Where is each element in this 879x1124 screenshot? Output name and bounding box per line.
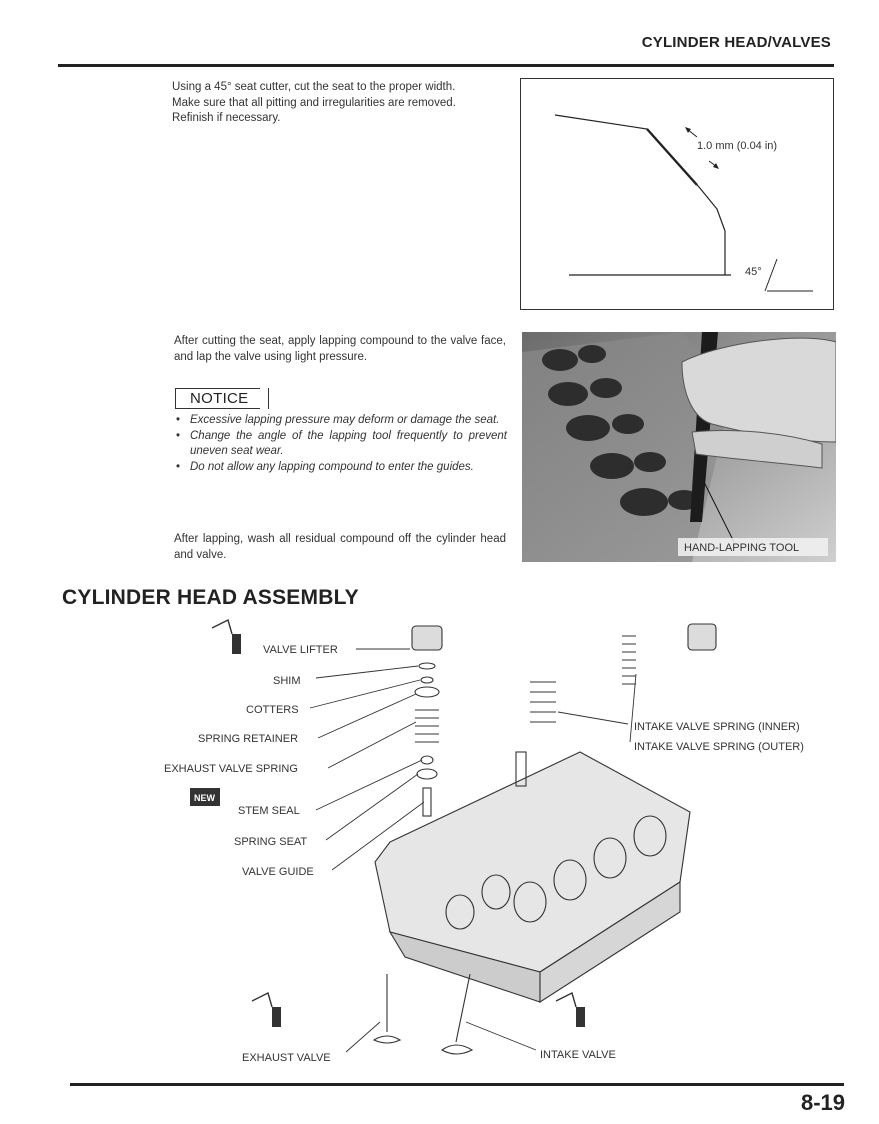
- intake-valve-label: INTAKE VALVE: [540, 1049, 616, 1061]
- spring-retainer-label: SPRING RETAINER: [198, 733, 299, 745]
- spring-seat-label: SPRING SEAT: [234, 836, 308, 848]
- exhaust-valve-head: [374, 1036, 400, 1043]
- intake-inner-spring-part: [622, 636, 636, 684]
- stem-seal-label: STEM SEAL: [238, 805, 300, 817]
- valve-lifter-part: [412, 626, 442, 650]
- cylinder-head-block: [375, 752, 690, 972]
- shim-label: SHIM: [273, 675, 301, 687]
- seat-angle-label: 45°: [745, 266, 762, 278]
- seat-width-label: 1.0 mm (0.04 in): [697, 140, 778, 152]
- seat-cutter-figure: [520, 78, 834, 310]
- after-lapping-text: After lapping, wash all residual compound off the cylinder head and valve.: [174, 533, 506, 561]
- valve-guide-part: [423, 788, 431, 816]
- dimension-arrowhead-lower: [713, 163, 719, 169]
- exhaust-valve-label: EXHAUST VALVE: [242, 1052, 331, 1064]
- notice-heading: NOTICE: [175, 388, 260, 409]
- stem-seal-part: [421, 756, 433, 764]
- oil-can-icon: [252, 993, 281, 1027]
- notice-item: • Change the angle of the lapping tool frequently to prevent uneven seat wear.: [174, 429, 507, 460]
- notice-item: • Excessive lapping pressure may deform or damage the seat.: [174, 413, 507, 429]
- intake-valve-spring-outer-label: INTAKE VALVE SPRING (OUTER): [634, 741, 804, 753]
- intake-valve-head: [442, 1045, 472, 1054]
- spring-retainer-part: [415, 687, 439, 697]
- new-badge-text: NEW: [194, 793, 215, 803]
- spring-seat-part: [417, 769, 437, 779]
- new-part-icon: [190, 788, 220, 806]
- cylinder-head-assembly-diagram: [160, 612, 850, 1072]
- intro-text: [172, 80, 502, 127]
- section-title: CYLINDER HEAD ASSEMBLY: [62, 586, 359, 609]
- intake-valve-stem: [456, 974, 470, 1042]
- intake-lifter-part: [688, 624, 716, 650]
- oil-can-icon: [212, 620, 241, 654]
- intake-outer-spring-part: [530, 682, 556, 722]
- valve-seat-profile: [555, 115, 725, 275]
- page-number: 8-19: [800, 1090, 845, 1115]
- cotters-part: [421, 677, 433, 683]
- valve-lifter-label: VALVE LIFTER: [263, 644, 338, 656]
- notice-divider: [268, 388, 269, 409]
- shim-part: [419, 663, 435, 669]
- intro-line-1: Using a 45° seat cutter, cut the seat to the proper width.: [172, 81, 456, 93]
- intro-line-2: Make sure that all pitting and irregularities are removed.: [172, 96, 456, 109]
- seat-width-line: [647, 129, 697, 185]
- exhaust-spring-part: [415, 710, 439, 742]
- intro-line-3: Refinish if necessary.: [172, 112, 281, 124]
- header-rule: [58, 64, 834, 67]
- hand-lapping-tool-label: HAND-LAPPING TOOL: [684, 542, 800, 554]
- notice-list: [174, 413, 507, 475]
- page-header-title: CYLINDER HEAD/VALVES: [641, 34, 831, 51]
- oil-can-icon: [556, 993, 585, 1027]
- hand-lapping-photo: [522, 332, 836, 562]
- valve-guide-label: VALVE GUIDE: [242, 866, 314, 878]
- angle-leg-line: [765, 259, 777, 291]
- intake-valve-spring-inner-label: INTAKE VALVE SPRING (INNER): [634, 721, 800, 733]
- exhaust-valve-spring-label: EXHAUST VALVE SPRING: [164, 763, 298, 775]
- notice-item: • Do not allow any lapping compound to enter the guides.: [174, 460, 507, 476]
- lapping-text: After cutting the seat, apply lapping compound to the valve face, and lap the valve using light pressure.: [174, 335, 506, 363]
- footer-rule: [70, 1083, 844, 1086]
- cotters-label: COTTERS: [246, 704, 299, 716]
